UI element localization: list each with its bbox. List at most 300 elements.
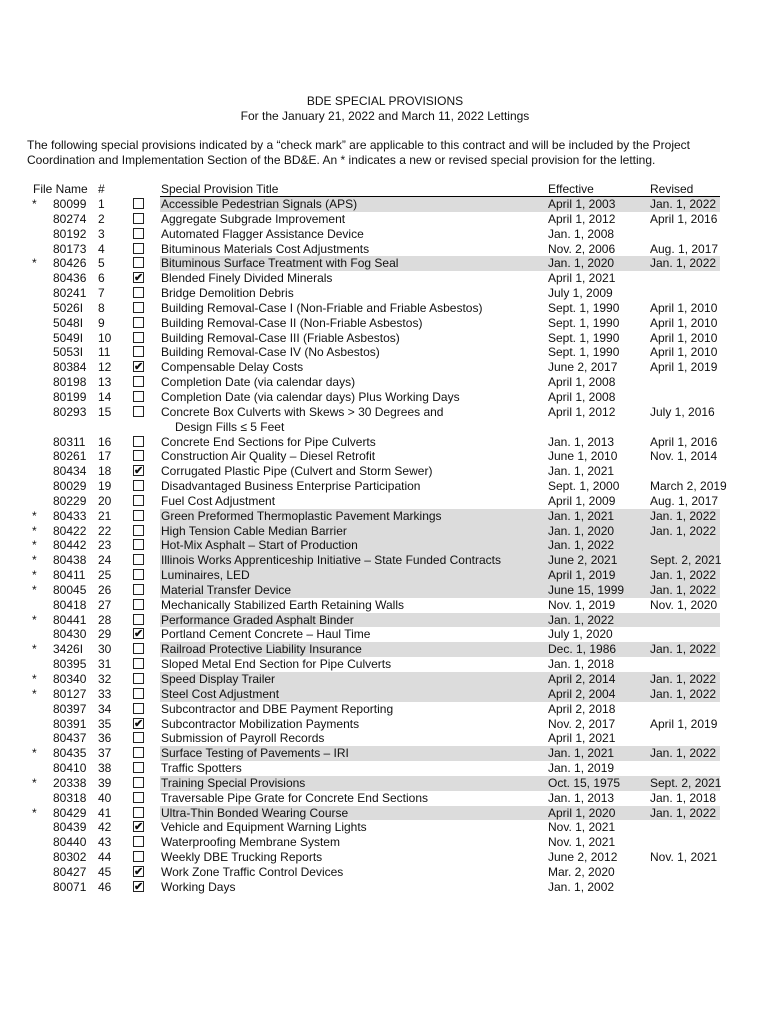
row-number: 25 bbox=[98, 568, 112, 583]
file-name: 80261 bbox=[53, 449, 87, 464]
table-row bbox=[0, 227, 770, 242]
header-file-name: File Name bbox=[33, 182, 88, 196]
checked-checkbox[interactable] bbox=[133, 881, 144, 892]
provision-title: Blended Finely Divided Minerals bbox=[161, 271, 333, 286]
unchecked-checkbox[interactable] bbox=[133, 450, 144, 461]
table-row bbox=[0, 880, 770, 895]
file-name: 80434 bbox=[53, 464, 87, 479]
table-row bbox=[0, 390, 770, 405]
provision-title: Surface Testing of Pavements – IRI bbox=[161, 746, 349, 761]
file-name: 80429 bbox=[53, 805, 87, 820]
effective-date: Nov. 2, 2006 bbox=[548, 241, 616, 256]
provision-title: Hot-Mix Asphalt – Start of Production bbox=[161, 538, 358, 553]
unchecked-checkbox[interactable] bbox=[133, 539, 144, 550]
row-number: 23 bbox=[98, 538, 112, 553]
table-row bbox=[0, 791, 770, 806]
effective-date: April 1, 2020 bbox=[548, 805, 616, 820]
table-row bbox=[0, 642, 770, 657]
file-name: 80422 bbox=[53, 523, 87, 538]
row-number: 42 bbox=[98, 820, 112, 835]
table-row bbox=[0, 731, 770, 746]
unchecked-checkbox[interactable] bbox=[133, 836, 144, 847]
effective-date: Oct. 15, 1975 bbox=[548, 775, 621, 790]
provision-title: Building Removal-Case I (Non-Friable and Friable Asbestos) bbox=[161, 300, 483, 315]
effective-date: Nov. 1, 2021 bbox=[548, 835, 616, 850]
header-number: # bbox=[98, 182, 105, 196]
effective-date: April 1, 2021 bbox=[548, 271, 616, 286]
provision-title: Submission of Payroll Records bbox=[161, 731, 325, 746]
check-mark-icon: ✔ bbox=[134, 628, 144, 641]
provision-title: Training Special Provisions bbox=[161, 775, 306, 790]
file-name: 80293 bbox=[53, 404, 87, 419]
table-row bbox=[0, 657, 770, 672]
check-mark-icon: ✔ bbox=[134, 821, 144, 834]
file-name: 80391 bbox=[53, 716, 87, 731]
provision-title: Corrugated Plastic Pipe (Culvert and Storm Sewer) bbox=[161, 464, 433, 479]
effective-date: Jan. 1, 2022 bbox=[548, 538, 615, 553]
row-number: 8 bbox=[98, 300, 105, 315]
file-name: 80071 bbox=[53, 879, 87, 894]
revised-date: April 1, 2010 bbox=[650, 300, 718, 315]
provision-title: Speed Display Trailer bbox=[161, 672, 276, 686]
table-row bbox=[0, 449, 770, 464]
effective-date: Dec. 1, 1986 bbox=[548, 642, 617, 657]
row-number: 26 bbox=[98, 582, 112, 597]
table-row bbox=[0, 464, 770, 479]
table-row bbox=[0, 375, 770, 390]
effective-date: Jan. 1, 2020 bbox=[548, 523, 615, 538]
file-name: 80045 bbox=[53, 582, 87, 597]
new-revised-marker: * bbox=[32, 523, 37, 538]
row-number: 38 bbox=[98, 761, 112, 776]
provision-title: Bituminous Materials Cost Adjustments bbox=[161, 241, 370, 256]
effective-date: Jan. 1, 2008 bbox=[548, 226, 615, 241]
provision-title: Ultra-Thin Bonded Wearing Course bbox=[161, 805, 349, 820]
file-name: 5048I bbox=[53, 315, 84, 330]
file-name: 80229 bbox=[53, 493, 87, 508]
revised-date: April 1, 2016 bbox=[650, 211, 718, 226]
effective-date: April 1, 2008 bbox=[548, 389, 616, 404]
unchecked-checkbox[interactable] bbox=[133, 614, 144, 625]
row-number: 37 bbox=[98, 746, 112, 761]
provision-title: Concrete Box Culverts with Skews > 30 Degrees and bbox=[161, 404, 444, 419]
revised-date: April 1, 2010 bbox=[650, 315, 718, 330]
header-revised: Revised bbox=[650, 182, 694, 196]
table-row bbox=[0, 405, 770, 435]
effective-date: Jan. 1, 2021 bbox=[548, 464, 615, 479]
checked-checkbox[interactable] bbox=[133, 272, 144, 283]
effective-date: April 1, 2012 bbox=[548, 211, 616, 226]
revised-date: Jan. 1, 2022 bbox=[650, 197, 717, 211]
header-effective: Effective bbox=[548, 182, 594, 196]
file-name: 80192 bbox=[53, 226, 87, 241]
unchecked-checkbox[interactable] bbox=[133, 777, 144, 788]
revised-date: Jan. 1, 2022 bbox=[650, 642, 717, 657]
effective-date: Jan. 1, 2020 bbox=[548, 256, 615, 271]
checked-checkbox[interactable] bbox=[133, 718, 144, 729]
new-revised-marker: * bbox=[32, 568, 37, 583]
row-number: 33 bbox=[98, 686, 112, 701]
row-number: 45 bbox=[98, 864, 112, 879]
effective-date: April 1, 2021 bbox=[548, 731, 616, 746]
row-number: 19 bbox=[98, 479, 112, 494]
table-row bbox=[0, 435, 770, 450]
table-row bbox=[0, 613, 770, 628]
unchecked-checkbox[interactable] bbox=[133, 554, 144, 565]
effective-date: June 15, 1999 bbox=[548, 582, 625, 597]
row-number: 3 bbox=[98, 226, 105, 241]
table-row bbox=[0, 271, 770, 286]
checked-checkbox[interactable] bbox=[133, 628, 144, 639]
file-name: 80440 bbox=[53, 835, 87, 850]
revised-date: Jan. 1, 2022 bbox=[650, 568, 717, 583]
checked-checkbox[interactable] bbox=[133, 465, 144, 476]
provision-title: Traffic Spotters bbox=[161, 761, 242, 776]
file-name: 3426I bbox=[53, 642, 84, 657]
unchecked-checkbox[interactable] bbox=[133, 658, 144, 669]
unchecked-checkbox[interactable] bbox=[133, 317, 144, 328]
unchecked-checkbox[interactable] bbox=[133, 792, 144, 803]
revised-date: April 1, 2019 bbox=[650, 716, 718, 731]
table-row bbox=[0, 197, 770, 212]
new-revised-marker: * bbox=[32, 508, 37, 523]
provision-title: Subcontractor and DBE Payment Reporting bbox=[161, 701, 394, 716]
unchecked-checkbox[interactable] bbox=[133, 643, 144, 654]
revised-date: Jan. 1, 2022 bbox=[650, 508, 717, 523]
unchecked-checkbox[interactable] bbox=[133, 688, 144, 699]
check-mark-icon: ✔ bbox=[134, 717, 144, 730]
table-row bbox=[0, 835, 770, 850]
file-name: 80436 bbox=[53, 271, 87, 286]
file-name: 80395 bbox=[53, 657, 87, 672]
effective-date: June 2, 2017 bbox=[548, 360, 618, 375]
provision-title: Bridge Demolition Debris bbox=[161, 286, 294, 301]
provision-title: Portland Cement Concrete – Haul Time bbox=[161, 627, 371, 642]
table-row bbox=[0, 672, 770, 687]
effective-date: Sept. 1, 1990 bbox=[548, 300, 620, 315]
file-name: 5053I bbox=[53, 345, 84, 360]
unchecked-checkbox[interactable] bbox=[133, 436, 144, 447]
provision-title: Aggregate Subgrade Improvement bbox=[161, 211, 346, 226]
row-number: 5 bbox=[98, 256, 105, 271]
effective-date: Jan. 1, 2013 bbox=[548, 434, 615, 449]
row-number: 43 bbox=[98, 835, 112, 850]
row-number: 1 bbox=[98, 197, 105, 211]
row-number: 15 bbox=[98, 404, 112, 419]
effective-date: Jan. 1, 2019 bbox=[548, 761, 615, 776]
revised-date: Aug. 1, 2017 bbox=[650, 241, 719, 256]
new-revised-marker: * bbox=[32, 805, 37, 820]
revised-date: Nov. 1, 2021 bbox=[650, 850, 718, 865]
effective-date: Jan. 1, 2013 bbox=[548, 790, 615, 805]
unchecked-checkbox[interactable] bbox=[133, 376, 144, 387]
provision-title: Green Preformed Thermoplastic Pavement Markings bbox=[161, 508, 442, 523]
provision-title: Bituminous Surface Treatment with Fog Seal bbox=[161, 256, 399, 271]
revised-date: Jan. 1, 2022 bbox=[650, 256, 717, 271]
row-number: 12 bbox=[98, 360, 112, 375]
checked-checkbox[interactable] bbox=[133, 866, 144, 877]
revised-date: April 1, 2010 bbox=[650, 330, 718, 345]
checked-checkbox[interactable] bbox=[133, 821, 144, 832]
provisions-table bbox=[0, 197, 770, 895]
provision-title: Material Transfer Device bbox=[161, 582, 292, 597]
effective-date: April 2, 2014 bbox=[548, 672, 616, 686]
table-row bbox=[0, 242, 770, 257]
effective-date: Mar. 2, 2020 bbox=[548, 864, 615, 879]
unchecked-checkbox[interactable] bbox=[133, 228, 144, 239]
revised-date: Jan. 1, 2022 bbox=[650, 686, 717, 701]
table-row bbox=[0, 583, 770, 598]
effective-date: July 1, 2009 bbox=[548, 286, 613, 301]
table-row bbox=[0, 494, 770, 509]
row-number: 18 bbox=[98, 464, 112, 479]
effective-date: April 1, 2009 bbox=[548, 493, 616, 508]
revised-date: April 1, 2010 bbox=[650, 345, 718, 360]
table-row bbox=[0, 331, 770, 346]
unchecked-checkbox[interactable] bbox=[133, 807, 144, 818]
row-number: 35 bbox=[98, 716, 112, 731]
provision-title: Accessible Pedestrian Signals (APS) bbox=[161, 197, 358, 211]
row-number: 32 bbox=[98, 672, 112, 686]
unchecked-checkbox[interactable] bbox=[133, 732, 144, 743]
row-number: 39 bbox=[98, 775, 112, 790]
row-number: 14 bbox=[98, 389, 112, 404]
table-row bbox=[0, 538, 770, 553]
revised-date: Jan. 1, 2022 bbox=[650, 523, 717, 538]
table-row bbox=[0, 553, 770, 568]
unchecked-checkbox[interactable] bbox=[133, 584, 144, 595]
revised-date: Jan. 1, 2018 bbox=[650, 790, 717, 805]
effective-date: Jan. 1, 2018 bbox=[548, 657, 615, 672]
provision-title: Subcontractor Mobilization Payments bbox=[161, 716, 360, 731]
file-name: 80410 bbox=[53, 761, 87, 776]
effective-date: Nov. 1, 2019 bbox=[548, 597, 616, 612]
unchecked-checkbox[interactable] bbox=[133, 480, 144, 491]
effective-date: Sept. 1, 1990 bbox=[548, 330, 620, 345]
row-number: 44 bbox=[98, 850, 112, 865]
revised-date: Jan. 1, 2022 bbox=[650, 746, 717, 761]
effective-date: April 1, 2019 bbox=[548, 568, 616, 583]
effective-date: Nov. 2, 2017 bbox=[548, 716, 616, 731]
revised-date: Aug. 1, 2017 bbox=[650, 493, 719, 508]
revised-date: March 2, 2019 bbox=[650, 479, 727, 494]
row-number: 11 bbox=[98, 345, 111, 360]
unchecked-checkbox[interactable] bbox=[133, 510, 144, 521]
file-name: 80433 bbox=[53, 508, 87, 523]
provision-title: Compensable Delay Costs bbox=[161, 360, 304, 375]
provision-title-continued: Design Fills ≤ 5 Feet bbox=[175, 419, 285, 434]
effective-date: June 2, 2012 bbox=[548, 850, 618, 865]
table-row bbox=[0, 256, 770, 271]
table-row bbox=[0, 360, 770, 375]
effective-date: Jan. 1, 2021 bbox=[548, 508, 615, 523]
effective-date: Nov. 1, 2021 bbox=[548, 820, 616, 835]
file-name: 80411 bbox=[53, 568, 86, 583]
unchecked-checkbox[interactable] bbox=[133, 747, 144, 758]
unchecked-checkbox[interactable] bbox=[133, 243, 144, 254]
effective-date: Sept. 1, 1990 bbox=[548, 345, 620, 360]
file-name: 80439 bbox=[53, 820, 87, 835]
new-revised-marker: * bbox=[32, 672, 37, 686]
new-revised-marker: * bbox=[32, 642, 37, 657]
table-row bbox=[0, 316, 770, 331]
unchecked-checkbox[interactable] bbox=[133, 332, 144, 343]
file-name: 80241 bbox=[53, 286, 87, 301]
table-row bbox=[0, 717, 770, 732]
checked-checkbox[interactable] bbox=[133, 361, 144, 372]
effective-date: June 1, 2010 bbox=[548, 449, 618, 464]
row-number: 46 bbox=[98, 879, 112, 894]
row-number: 2 bbox=[98, 211, 105, 226]
table-row bbox=[0, 761, 770, 776]
check-mark-icon: ✔ bbox=[134, 865, 144, 878]
file-name: 80426 bbox=[53, 256, 87, 271]
page-subtitle: For the January 21, 2022 and March 11, 2022 Lettings bbox=[240, 109, 530, 123]
provision-title: Mechanically Stabilized Earth Retaining Walls bbox=[161, 597, 404, 612]
file-name: 80418 bbox=[53, 597, 87, 612]
unchecked-checkbox[interactable] bbox=[133, 257, 144, 268]
unchecked-checkbox[interactable] bbox=[133, 762, 144, 773]
unchecked-checkbox[interactable] bbox=[133, 599, 144, 610]
effective-date: April 2, 2004 bbox=[548, 686, 616, 701]
provision-title: Traversable Pipe Grate for Concrete End Sections bbox=[161, 790, 429, 805]
file-name: 80435 bbox=[53, 746, 87, 761]
row-number: 30 bbox=[98, 642, 112, 657]
file-name: 80318 bbox=[53, 790, 87, 805]
table-row bbox=[0, 479, 770, 494]
provision-title: Construction Air Quality – Diesel Retrofit bbox=[161, 449, 376, 464]
effective-date: April 2, 2018 bbox=[548, 701, 616, 716]
row-number: 36 bbox=[98, 731, 112, 746]
unchecked-checkbox[interactable] bbox=[133, 406, 144, 417]
provision-title: Vehicle and Equipment Warning Lights bbox=[161, 820, 367, 835]
table-row bbox=[0, 850, 770, 865]
revised-date: July 1, 2016 bbox=[650, 404, 715, 419]
row-number: 27 bbox=[98, 597, 112, 612]
new-revised-marker: * bbox=[32, 746, 37, 761]
file-name: 80430 bbox=[53, 627, 87, 642]
file-name: 80127 bbox=[53, 686, 87, 701]
unchecked-checkbox[interactable] bbox=[133, 391, 144, 402]
revised-date: April 1, 2016 bbox=[650, 434, 718, 449]
revised-date: Nov. 1, 2020 bbox=[650, 597, 718, 612]
row-number: 16 bbox=[98, 434, 112, 449]
row-number: 9 bbox=[98, 315, 105, 330]
row-number: 21 bbox=[98, 508, 112, 523]
file-name: 80438 bbox=[53, 553, 87, 568]
file-name: 80397 bbox=[53, 701, 87, 716]
unchecked-checkbox[interactable] bbox=[133, 525, 144, 536]
provision-title: Fuel Cost Adjustment bbox=[161, 493, 276, 508]
file-name: 80311 bbox=[53, 434, 86, 449]
unchecked-checkbox[interactable] bbox=[133, 673, 144, 684]
unchecked-checkbox[interactable] bbox=[133, 495, 144, 506]
page-title: BDE SPECIAL PROVISIONS bbox=[306, 94, 464, 108]
provision-title: Completion Date (via calendar days) bbox=[161, 375, 356, 390]
provision-title: Completion Date (via calendar days) Plus Working Days bbox=[161, 389, 460, 404]
table-row bbox=[0, 212, 770, 227]
new-revised-marker: * bbox=[32, 582, 37, 597]
check-mark-icon: ✔ bbox=[134, 361, 144, 374]
table-row bbox=[0, 746, 770, 761]
intro-paragraph: The following special provisions indicated by a “check mark” are applicable to this contract and will be included by the Project Coordination and Implementation Section of the BD&E. An * indicates a new or revised special provision for the letting. bbox=[27, 138, 691, 167]
provision-title: High Tension Cable Median Barrier bbox=[161, 523, 347, 538]
row-number: 20 bbox=[98, 493, 112, 508]
row-number: 34 bbox=[98, 701, 112, 716]
row-number: 13 bbox=[98, 375, 112, 390]
row-number: 4 bbox=[98, 241, 105, 256]
header-title: Special Provision Title bbox=[161, 182, 279, 196]
table-row bbox=[0, 687, 770, 702]
row-number: 31 bbox=[98, 657, 112, 672]
file-name: 20338 bbox=[53, 775, 87, 790]
new-revised-marker: * bbox=[32, 538, 37, 553]
unchecked-checkbox[interactable] bbox=[133, 703, 144, 714]
table-row bbox=[0, 598, 770, 613]
unchecked-checkbox[interactable] bbox=[133, 851, 144, 862]
effective-date: April 1, 2003 bbox=[548, 197, 616, 211]
effective-date: July 1, 2020 bbox=[548, 627, 613, 642]
table-row bbox=[0, 627, 770, 642]
row-number: 22 bbox=[98, 523, 112, 538]
table-row bbox=[0, 776, 770, 791]
revised-date: Jan. 1, 2022 bbox=[650, 805, 717, 820]
provision-title: Performance Graded Asphalt Binder bbox=[161, 612, 354, 627]
new-revised-marker: * bbox=[32, 197, 37, 211]
effective-date: April 1, 2012 bbox=[548, 404, 616, 419]
file-name: 5026I bbox=[53, 300, 84, 315]
unchecked-checkbox[interactable] bbox=[133, 287, 144, 298]
file-name: 80340 bbox=[53, 672, 87, 686]
revised-date: April 1, 2019 bbox=[650, 360, 718, 375]
unchecked-checkbox[interactable] bbox=[133, 198, 144, 209]
provision-title: Railroad Protective Liability Insurance bbox=[161, 642, 362, 657]
check-mark-icon: ✔ bbox=[134, 880, 144, 893]
provision-title: Waterproofing Membrane System bbox=[161, 835, 340, 850]
file-name: 80437 bbox=[53, 731, 87, 746]
row-number: 40 bbox=[98, 790, 112, 805]
row-number: 6 bbox=[98, 271, 105, 286]
row-number: 41 bbox=[98, 805, 112, 820]
row-number: 17 bbox=[98, 449, 112, 464]
effective-date: Jan. 1, 2002 bbox=[548, 879, 615, 894]
provision-title: Automated Flagger Assistance Device bbox=[161, 226, 364, 241]
revised-date: Sept. 2, 2021 bbox=[650, 553, 722, 568]
unchecked-checkbox[interactable] bbox=[133, 302, 144, 313]
file-name: 80384 bbox=[53, 360, 87, 375]
row-number: 24 bbox=[98, 553, 112, 568]
row-number: 10 bbox=[98, 330, 112, 345]
file-name: 80198 bbox=[53, 375, 87, 390]
unchecked-checkbox[interactable] bbox=[133, 569, 144, 580]
new-revised-marker: * bbox=[32, 256, 37, 271]
provision-title: Concrete End Sections for Pipe Culverts bbox=[161, 434, 376, 449]
provision-title: Steel Cost Adjustment bbox=[161, 686, 280, 701]
row-number: 29 bbox=[98, 627, 112, 642]
row-number: 28 bbox=[98, 612, 112, 627]
new-revised-marker: * bbox=[32, 686, 37, 701]
effective-date: Jan. 1, 2022 bbox=[548, 612, 615, 627]
unchecked-checkbox[interactable] bbox=[133, 213, 144, 224]
revised-date: Jan. 1, 2022 bbox=[650, 672, 717, 686]
unchecked-checkbox[interactable] bbox=[133, 346, 144, 357]
provision-title: Building Removal-Case III (Friable Asbestos) bbox=[161, 330, 400, 345]
effective-date: June 2, 2021 bbox=[548, 553, 618, 568]
new-revised-marker: * bbox=[32, 612, 37, 627]
file-name: 80199 bbox=[53, 389, 87, 404]
effective-date: April 1, 2008 bbox=[548, 375, 616, 390]
check-mark-icon: ✔ bbox=[134, 465, 144, 478]
